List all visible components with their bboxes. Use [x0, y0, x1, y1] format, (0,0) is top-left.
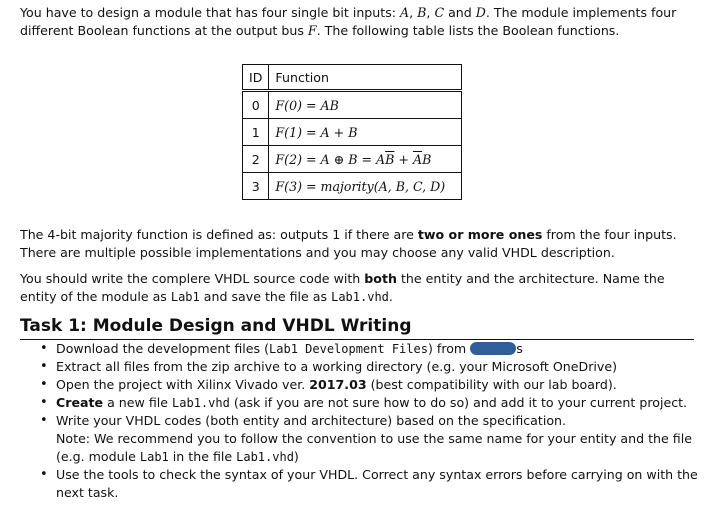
list-item: • Use the tools to check the syntax of your VHDL. Correct any syntax errors before carrying on with the next task. [56, 466, 716, 502]
row-function: F(1) = A + B [269, 119, 462, 146]
expr-a-bar: $\overline{A}$ [412, 151, 423, 167]
expr-part: + [394, 151, 413, 167]
list-item [56, 340, 716, 358]
majority-bold: two or more ones [417, 227, 543, 242]
header-function: Function [269, 65, 462, 91]
row-id: 0 [243, 91, 269, 119]
intro-text: . The following table lists the Boolean functions. [316, 23, 620, 38]
item-code: Lab1 Development Files [269, 342, 428, 356]
vhdl-text: You should write the complere VHDL source code with [20, 271, 365, 286]
item-text: Open the project with Xilinx Vivado ver. [56, 377, 310, 392]
item-code: Lab1.vhd [172, 396, 230, 410]
table-header-row [243, 65, 462, 91]
item-text: Download the development files ( [56, 341, 270, 356]
item-bold: Create [56, 395, 104, 410]
item-text: (best compatibility with our lab board). [366, 377, 617, 392]
note-text: ) [293, 449, 299, 464]
item-text: a new file [103, 395, 173, 410]
row-id: 1 [243, 119, 269, 146]
note-text: Note: We recommend you to follow the convention to use the same name for your entity and the file (e.g. module [56, 431, 692, 464]
vhdl-bold: both [364, 271, 397, 286]
table-row [243, 91, 462, 119]
and-text: and [444, 5, 476, 20]
item-code: Lab1.vhd [236, 450, 294, 464]
table-row [243, 146, 462, 173]
input-b: B [417, 5, 427, 20]
expr-part: F(2) = A ⊕ B = A [275, 151, 386, 167]
majority-text: The 4-bit majority function is defined as: outputs 1 if there are [20, 227, 418, 242]
output-f: F [307, 23, 317, 38]
redaction-blot [470, 342, 516, 355]
row-function [269, 146, 462, 173]
input-d: D [475, 5, 486, 20]
vhdl-text: and save the file as [199, 289, 332, 304]
vhdl-text: the entity and the architecture. Name the entity of the module as [20, 271, 665, 304]
intro-paragraph [20, 4, 700, 40]
expr-part: B [422, 151, 432, 167]
intro-text: . The module implements four different Boolean functions at the output bus [20, 5, 677, 38]
item-text: ) from [427, 341, 471, 356]
expr-b-bar: $\overline{B}$ [385, 151, 395, 167]
list-item [56, 376, 716, 394]
list-item: • Extract all files from the zip archive to a working directory (e.g. your Microsoft OneDrive) [56, 358, 716, 376]
table-row [243, 119, 462, 146]
input-a: A [400, 5, 410, 20]
comma: , [409, 5, 418, 20]
function-table [242, 64, 462, 200]
header-id: ID [243, 65, 269, 91]
note-text: in the file [168, 449, 237, 464]
item-text: (ask if you are not sure how to do so) and add it to your current project. [229, 395, 688, 410]
entity-name-code: Lab1 [170, 290, 200, 304]
row-id: 3 [243, 173, 269, 200]
table-row [243, 173, 462, 200]
list-item [56, 412, 716, 466]
intro-text: You have to design a module that has four single bit inputs: [20, 5, 401, 20]
majority-paragraph [20, 226, 700, 262]
item-bold: 2017.03 [309, 377, 367, 392]
item-text: s [516, 341, 523, 356]
list-item [56, 394, 716, 412]
item-text: Write your VHDL codes (both entity and architecture) based on the specification. [56, 413, 567, 428]
vhdl-text: . [388, 289, 393, 304]
vhdl-paragraph [20, 270, 700, 306]
row-function: F(3) = majority(A, B, C, D) [269, 173, 462, 200]
row-id: 2 [243, 146, 269, 173]
input-c: C [434, 5, 445, 20]
majority-text: from the four inputs. There are multiple possible implementations and you may choose any valid VHDL description. [20, 227, 677, 260]
task-list [40, 340, 716, 502]
row-function: F(0) = AB [269, 91, 462, 119]
file-name-code: Lab1.vhd [331, 290, 389, 304]
task-heading: Task 1: Module Design and VHDL Writing [20, 314, 694, 340]
comma: , [426, 5, 435, 20]
item-code: Lab1 [139, 450, 169, 464]
